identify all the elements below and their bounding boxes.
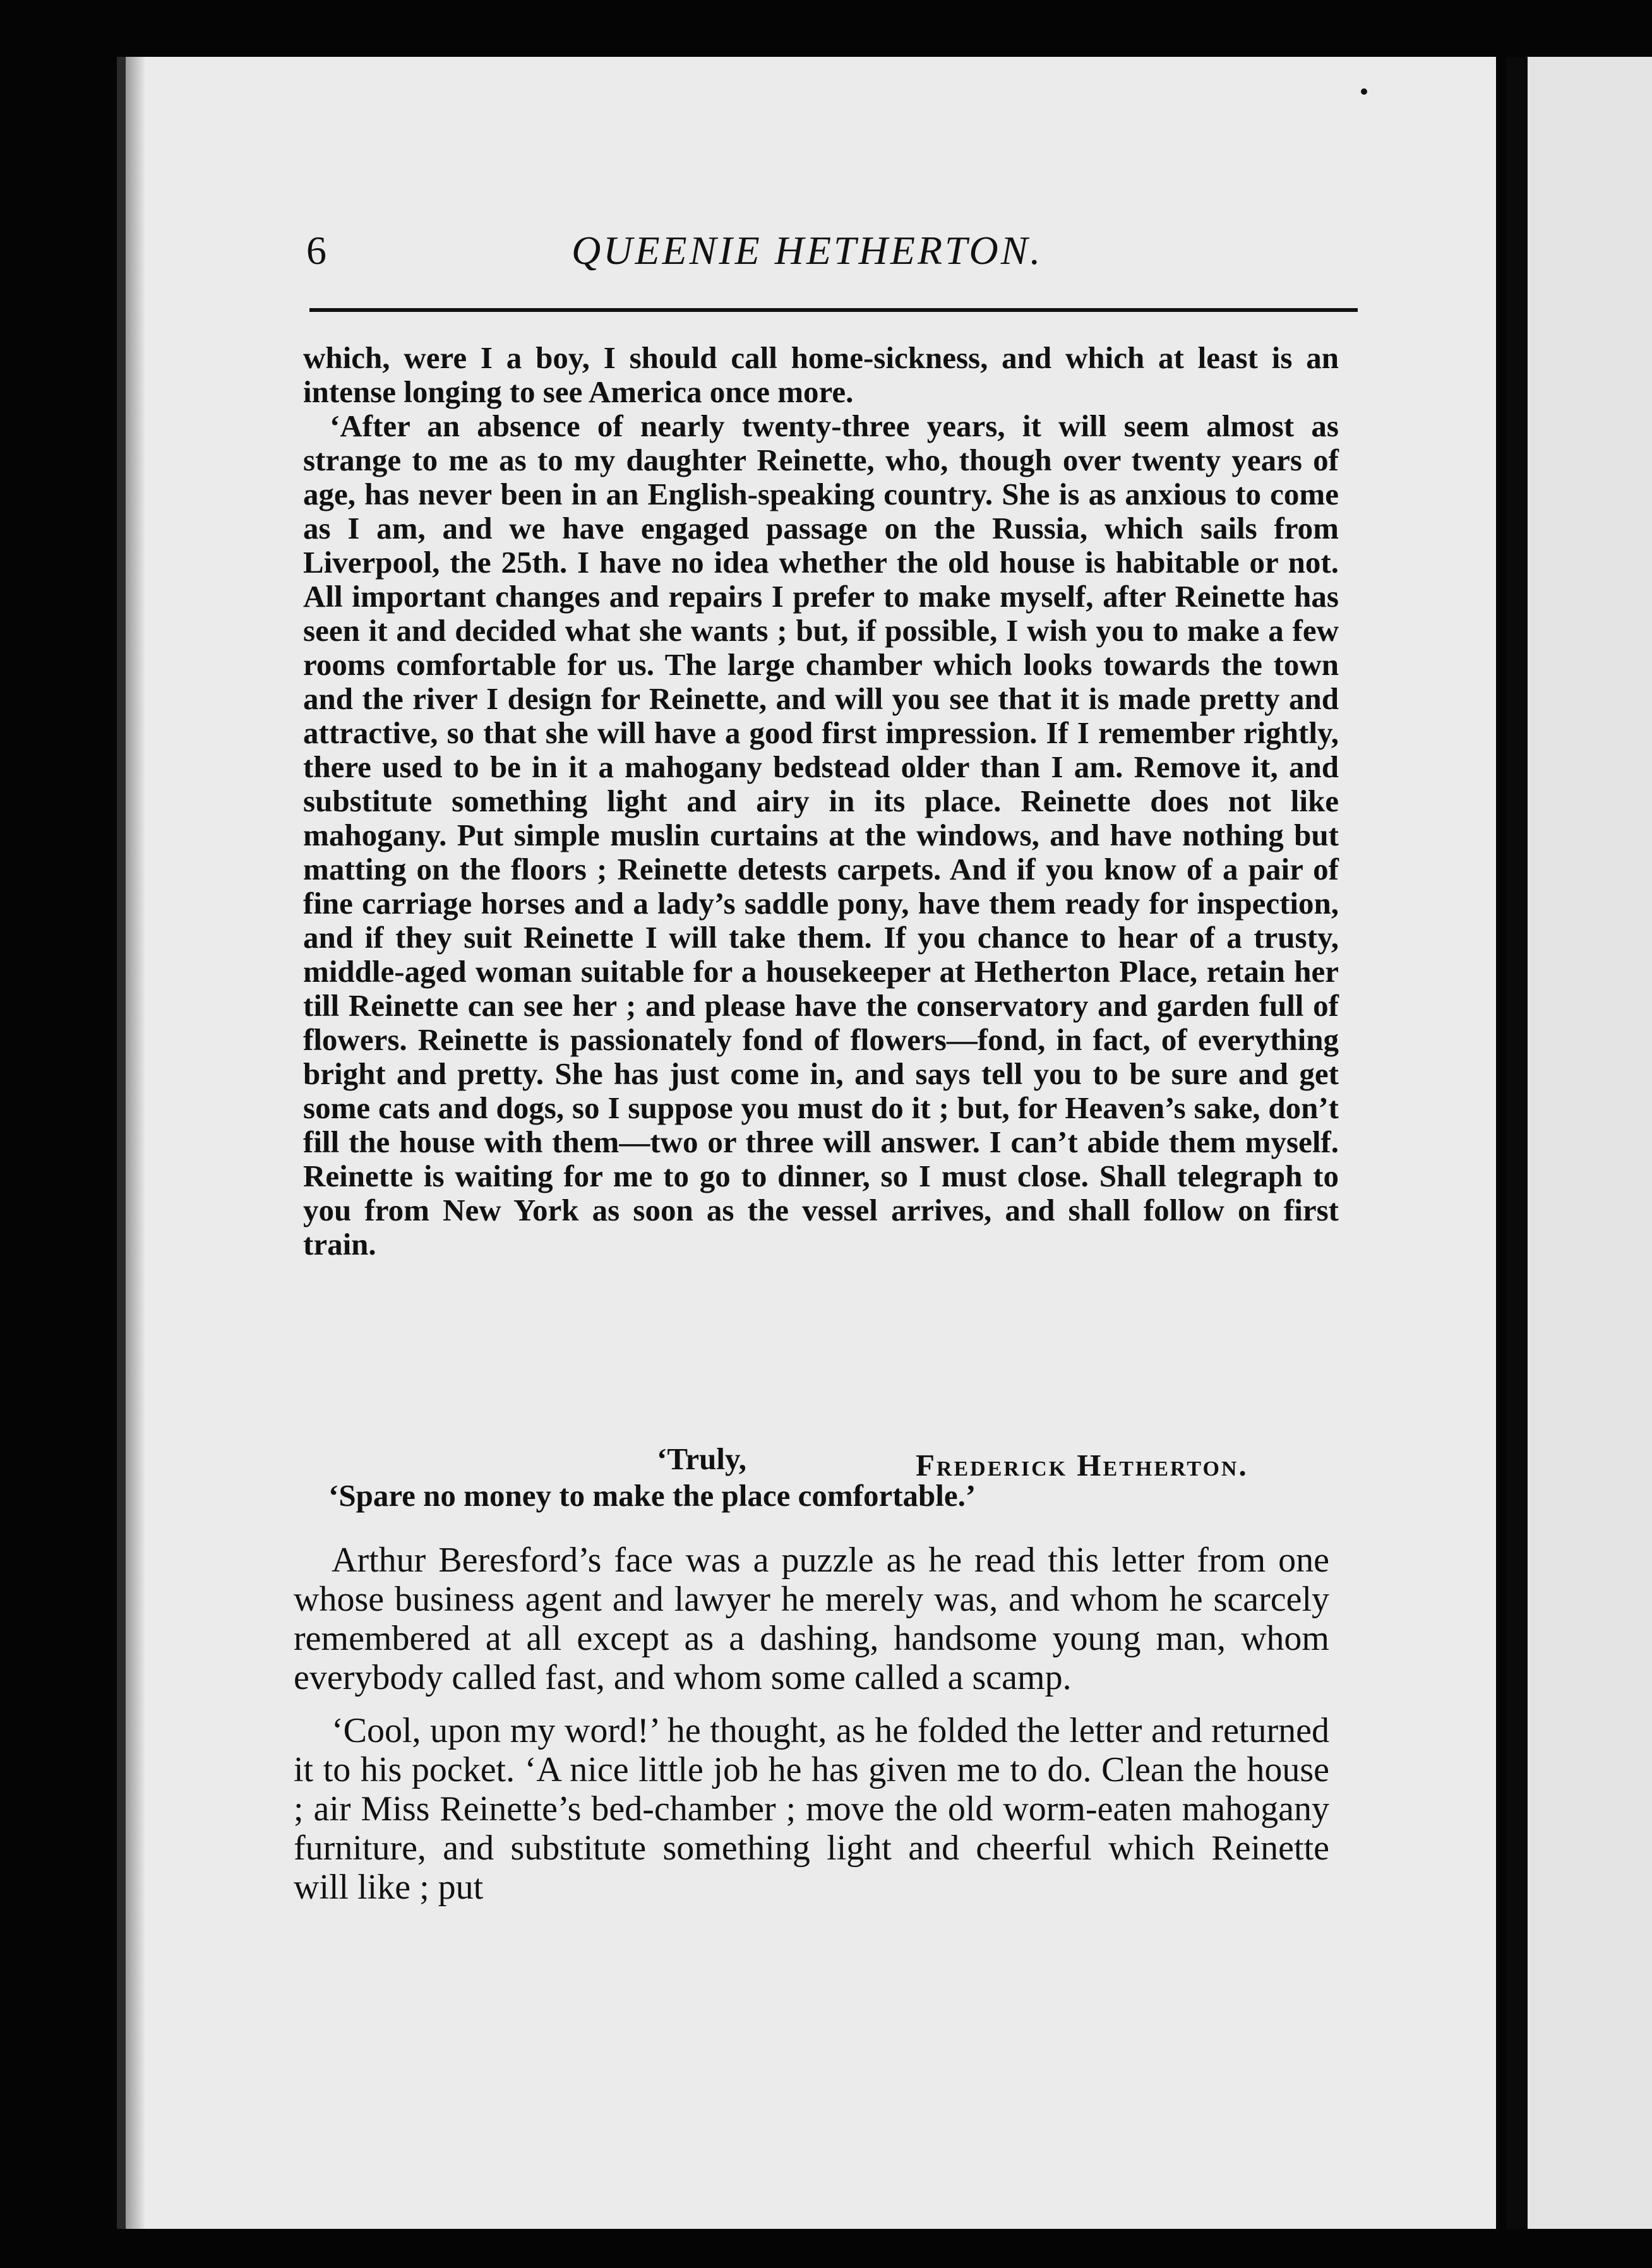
page-gutter-shadow: [126, 57, 145, 2229]
header-rule: [309, 308, 1358, 312]
letter-body: [303, 341, 1339, 1262]
running-title: QUEENIE HETHERTON.: [572, 228, 1043, 273]
letter-paragraph: which, were I a boy, I should call home-sickness, and which at least is an intense longing to see America once more.: [303, 340, 1339, 409]
page-number: 6: [306, 228, 326, 273]
speck-mark: [1361, 88, 1367, 95]
running-head: [193, 227, 1361, 297]
letter-signature: Frederick Hetherton.: [916, 1448, 1248, 1483]
letter-closing: ‘Truly,: [657, 1441, 747, 1476]
facing-page-edge: [1506, 57, 1652, 2229]
narrative-body: [294, 1541, 1329, 1921]
narrative-paragraph: Arthur Beresford’s face was a puzzle as he read this letter from one whose business agent and lawyer he merely was, and whom he scarcely remembered at all except as a dashing, handsome young man, whom everybody called fast, and whom some called a scamp.: [294, 1541, 1329, 1697]
letter-paragraph: ‘After an absence of nearly twenty-three years, it will seem almost as strange to me as to my daughter Reinette, who, though over twenty years of age, has never been in an English-speaking country. She is as anxious to come as I am, and we have engaged passage on the Russia, which sails from Liverpool, the 25th. I have no idea whether the old house is habitable or not. All important changes and repairs I prefer to make myself, after Reinette has seen it and decided what she wants ; but, if possible, I wish you to make a few rooms comfortable for us. The large chamber which looks towards the town and the river I design for Reinette, and will you see that it is made pretty and attractive, so that she will have a good first impression. If I remember rightly, there used to be in it a mahogany bedstead older than I am. Remove it, and substitute something light and airy in its place. Reinette does not like mahogany. Put simple muslin curtains at the windows, and have nothing but matting on the floors ; Reinette detests carpets. And if you know of a pair of fine carriage horses and a lady’s saddle pony, have them ready for inspection, and if they suit Reinette I will take them. If you chance to hear of a trusty, middle-aged woman suitable for a housekeeper at Hetherton Place, retain her till Reinette can see her ; and please have the conservatory and garden full of flowers. Reinette is passionately fond of flowers—fond, in fact, of everything bright and pretty. She has just come in, and says tell you to be sure and get some cats and dogs, so I suppose you must do it ; but, for Heaven’s sake, don’t fill the house with them—two or three will answer. I can’t abide them myself. Reinette is waiting for me to go to dinner, so I must close. Shall telegraph to you from New York as soon as the vessel arrives, and shall follow on first train.: [303, 409, 1339, 1262]
narrative-paragraph: ‘Cool, upon my word!’ he thought, as he folded the letter and returned it to his pocket. ‘A nice little job he has given me to do. Clean the house ; air Miss Reinette’s bed-chamber ; move the old worm-eaten mahogany furniture, and substitute something light and cheerful which Reinette will like ; put: [294, 1711, 1329, 1907]
letter-postscript: ‘Spare no money to make the place comfortable.’: [328, 1478, 976, 1513]
